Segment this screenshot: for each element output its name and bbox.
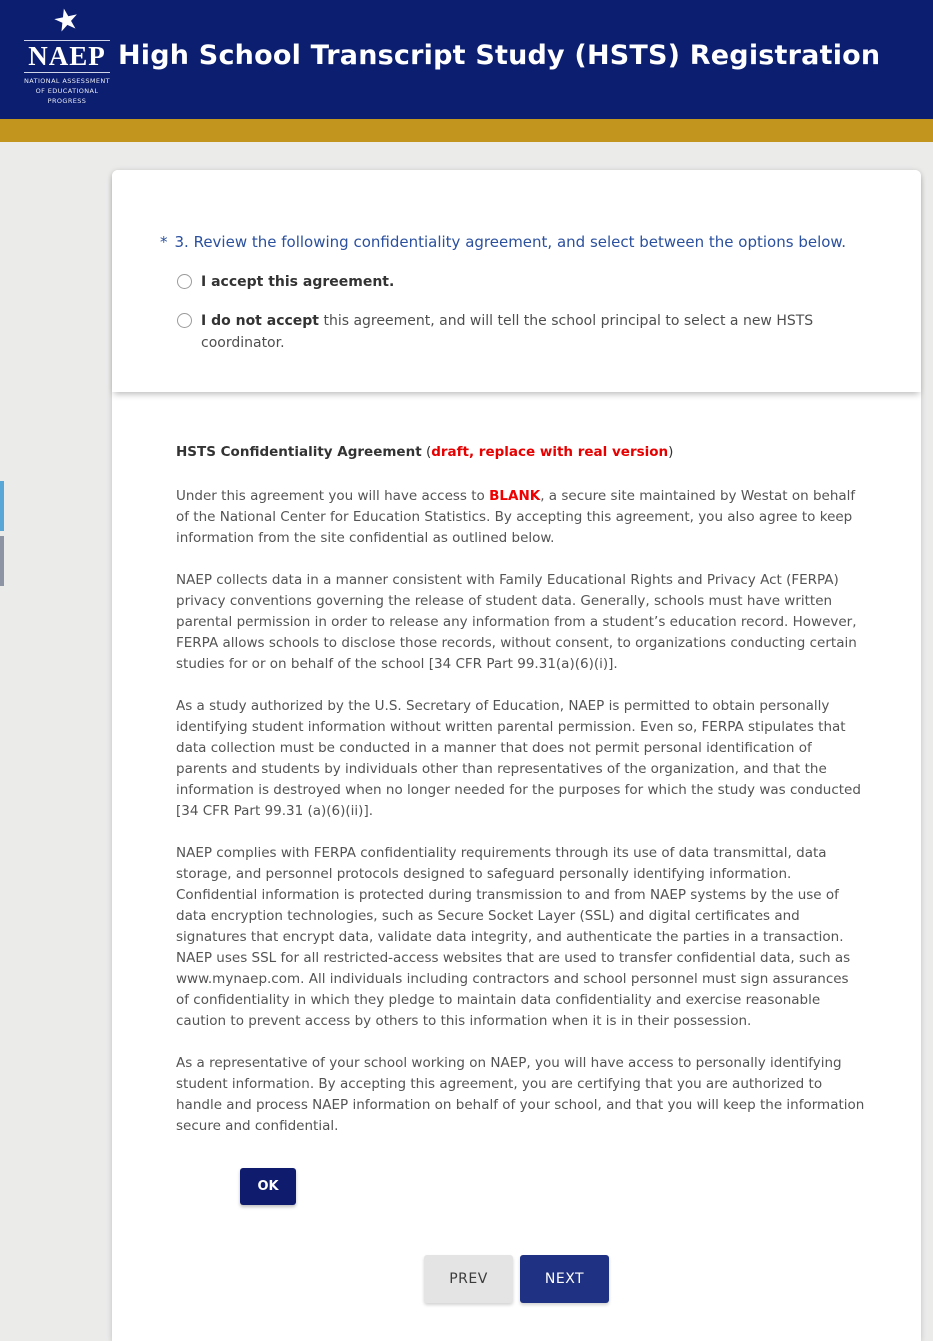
page-title: High School Transcript Study (HSTS) Registration bbox=[118, 40, 881, 71]
agreement-heading: HSTS Confidentiality Agreement (draft, replace with real version) bbox=[176, 444, 674, 460]
agreement-paragraph-5: As a representative of your school working on NAEP, you will have access to personally identifying student information. By accepting this agreement, you are certifying that you are authorized to handle and process NAEP information on behalf of your school, and that you will keep the information secure and confidential. bbox=[176, 1055, 865, 1134]
option-decline[interactable] bbox=[177, 310, 869, 354]
option-accept-label: I accept this agreement. bbox=[201, 274, 395, 290]
agreement-paragraph-4: NAEP complies with FERPA confidentiality requirements through its use of data transmittal, data storage, and personnel protocols designed to safeguard personally identifying information. Confidential information is protected during transmission to and from NAEP systems by the use of data encryption technologies, such as Secure Socket Layer (SSL) and digital certificates and signatures that encrypt data, validate data integrity, and authenticate the parties in a transaction. NAEP uses SSL for all restricted-access websites that are used to transfer confidential data, such as www.mynaep.com. All individuals including contractors and school personnel must sign assurances of confidentiality in which they pledge to maintain data confidentiality and exercise reasonable caution to prevent access by others to this information when it is in their possession. bbox=[176, 845, 851, 1029]
agreement-paragraph-3: As a study authorized by the U.S. Secretary of Education, NAEP is permitted to obtain personally identifying student information without written parental permission. Even so, FERPA stipulates that data collection must be conducted in a manner that does not permit personal identification of parents and students by individuals other than representatives of the organization, and that the information is destroyed when no longer needed for the purposes for which the study was conducted [34 CFR Part 99.31 (a)(6)(ii)]. bbox=[176, 698, 861, 819]
header-bar bbox=[0, 0, 933, 119]
gold-accent-bar bbox=[0, 119, 933, 142]
left-edge-tab-gray[interactable] bbox=[0, 536, 4, 586]
agreement-paragraph-2: NAEP collects data in a manner consistent with Family Educational Rights and Privacy Act (FERPA) privacy conventions governing the release of student data. Generally, schools must have written parental permission in order to release any information from a student’s education record. However, FERPA allows schools to disclose those records, without consent, to organizations conducting certain studies for or on behalf of the school [34 CFR Part 99.31(a)(6)(i)]. bbox=[176, 572, 857, 672]
option-accept[interactable] bbox=[177, 271, 869, 293]
naep-logo-word: NAEP bbox=[24, 40, 110, 73]
required-asterisk: * bbox=[160, 233, 168, 251]
ok-button[interactable]: OK bbox=[240, 1168, 296, 1205]
footer-navigation bbox=[112, 1255, 921, 1303]
question-section bbox=[112, 170, 921, 392]
question-text bbox=[160, 230, 866, 254]
radio-decline[interactable] bbox=[177, 313, 192, 328]
naep-logo-subtitle: NATIONAL ASSESSMENT OF EDUCATIONAL PROGRESS bbox=[24, 77, 111, 105]
question-label: 3. Review the following confidentiality agreement, and select between the options below. bbox=[174, 233, 847, 251]
answer-options bbox=[160, 271, 869, 354]
blank-placeholder: BLANK bbox=[489, 488, 541, 504]
left-edge-tab-blue[interactable] bbox=[0, 481, 4, 531]
naep-star-icon: ★ bbox=[49, 0, 84, 41]
agreement-section bbox=[112, 392, 921, 1205]
radio-accept[interactable] bbox=[177, 274, 192, 289]
option-decline-label: I do not accept this agreement, and will tell the school principal to select a new HSTS coordinator. bbox=[201, 313, 814, 351]
agreement-paragraph-1: Under this agreement you will have access to BLANK, a secure site maintained by Westat on behalf of the National Center for Education Statistics. By accepting this agreement, you also agree to keep information from the site confidential as outlined below. bbox=[176, 488, 856, 546]
naep-logo bbox=[24, 0, 111, 106]
form-card bbox=[112, 170, 921, 1341]
draft-notice: draft, replace with real version bbox=[431, 444, 669, 460]
next-button[interactable]: NEXT bbox=[520, 1255, 609, 1303]
prev-button[interactable]: PREV bbox=[424, 1255, 513, 1303]
